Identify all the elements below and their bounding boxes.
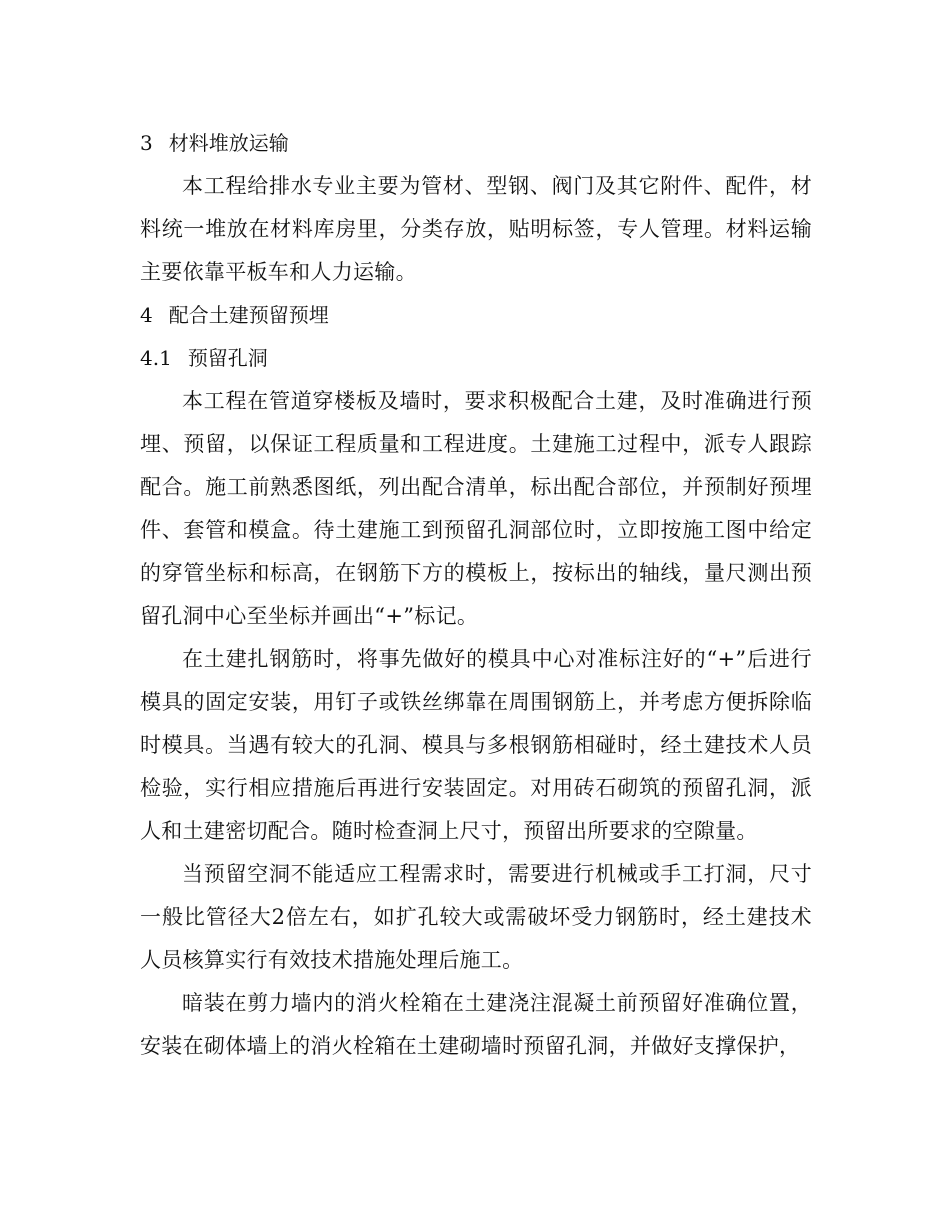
body-paragraph: 在土建扎钢筋时，将事先做好的模具中心对准标注好的“+”后进行模具的固定安装，用钉子或铁丝绑靠在周围钢筋上，并考虑方便拆除临时模具。当遇有较大的孔洞、模具与多根钢筋相碰时，经土建技术人员检验，实行相应措施后再进行安装固定。对用砖石砌筑的预留孔洞，派人和土建密切配合。随时检查洞上尺寸，预留出所要求的空隙量。 bbox=[140, 647, 812, 843]
body-paragraph: 本工程在管道穿楼板及墙时，要求积极配合土建，及时准确进行预埋、预留，以保证工程质量和工程进度。土建施工过程中，派专人跟踪配合。施工前熟悉图纸，列出配合清单，标出配合部位，并预制好预埋件、套管和模盒。待土建施工到预留孔洞部位时，立即按施工图中给定的穿管坐标和标高，在钢筋下方的模板上，按标出的轴线，量尺测出预留孔洞中心至坐标并画出“+”标记。 bbox=[140, 389, 812, 628]
section-heading-3 bbox=[140, 122, 812, 165]
section-heading-4 bbox=[140, 294, 812, 337]
document-page bbox=[140, 122, 812, 1068]
section-number: 4.1 bbox=[140, 346, 172, 370]
section-title: 配合土建预留预埋 bbox=[168, 303, 329, 327]
body-paragraph: 当预留空洞不能适应工程需求时，需要进行机械或手工打洞，尺寸一般比管径大2倍左右，如扩孔较大或需破坏受力钢筋时，经土建技术人员核算实行有效技术措施处理后施工。 bbox=[140, 862, 812, 972]
body-paragraph: 暗装在剪力墙内的消火栓箱在土建浇注混凝土前预留好准确位置，安装在砌体墙上的消火栓箱在土建砌墙时预留孔洞，并做好支撑保护， bbox=[140, 991, 812, 1058]
section-heading-4-1 bbox=[140, 337, 812, 380]
section-number: 3 bbox=[140, 131, 153, 155]
body-paragraph: 本工程给排水专业主要为管材、型钢、阀门及其它附件、配件，材料统一堆放在材料库房里，分类存放，贴明标签，专人管理。材料运输主要依靠平板车和人力运输。 bbox=[140, 174, 812, 284]
section-number: 4 bbox=[140, 303, 153, 327]
section-title: 预留孔洞 bbox=[187, 346, 268, 370]
section-title: 材料堆放运输 bbox=[168, 131, 289, 155]
